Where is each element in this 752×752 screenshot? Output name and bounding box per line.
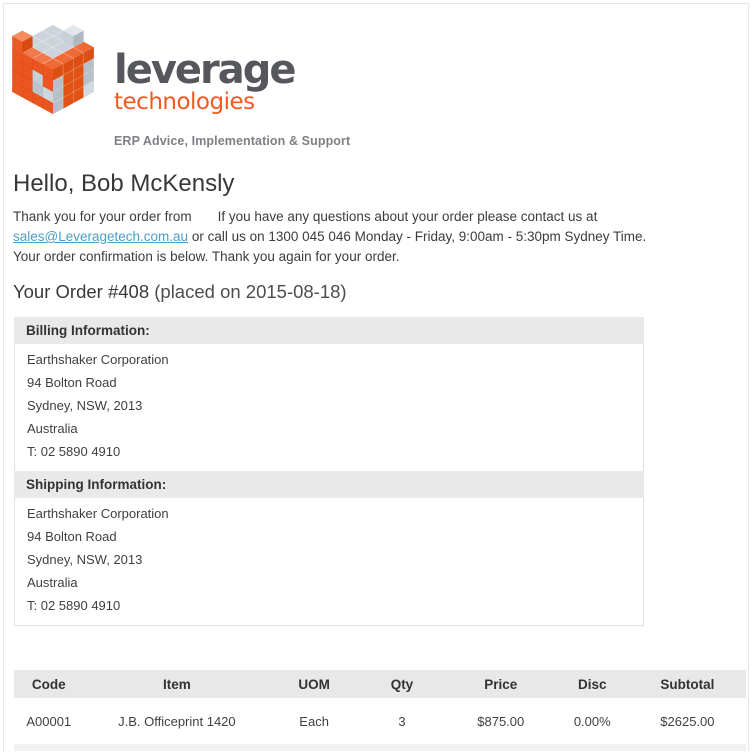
shipping-header: Shipping Information: <box>14 471 644 498</box>
address-line: Sydney, NSW, 2013 <box>27 398 143 413</box>
address-line: Australia <box>27 575 78 590</box>
item-qty: 3 <box>358 698 446 744</box>
item-code: A00001 <box>14 698 84 744</box>
column-header-disc: Disc <box>556 670 629 698</box>
address-line: 94 Bolton Road <box>27 529 117 544</box>
sales-email-link[interactable]: sales@Leveragetech.com.au <box>13 229 189 244</box>
address-line: T: 02 5890 4910 <box>27 598 121 613</box>
shipping-section <box>14 471 644 626</box>
item-subtotal: $2625.00 <box>629 698 746 744</box>
brand-wordmark-block <box>114 47 351 148</box>
address-line: Earthshaker Corporation <box>27 352 169 367</box>
brand-wordmark: leverage <box>114 47 295 93</box>
billing-address <box>14 344 644 471</box>
brand-tagline: ERP Advice, Implementation & Support <box>114 134 351 148</box>
address-line: Australia <box>27 421 78 436</box>
shipping-address <box>14 498 644 626</box>
intro-line1-after: If you have any questions about your order please contact us at <box>217 209 598 224</box>
table-row <box>14 698 746 744</box>
billing-header: Billing Information: <box>14 317 644 344</box>
brand-wordmark-sub: technologies <box>114 89 255 115</box>
item-name: J.B. Officeprint 1420 <box>84 698 271 744</box>
leverage-cube-logo-icon <box>10 12 96 116</box>
email-page <box>3 3 749 751</box>
order-heading <box>13 281 748 303</box>
column-header-price: Price <box>446 670 556 698</box>
order-info-boxes <box>14 317 644 626</box>
address-line: Earthshaker Corporation <box>27 506 169 521</box>
brand-header <box>4 12 748 148</box>
intro-paragraph <box>13 207 736 267</box>
order-title: Your Order #408 <box>13 281 150 302</box>
item-price: $875.00 <box>446 698 556 744</box>
address-line: T: 02 5890 4910 <box>27 444 121 459</box>
column-header-qty: Qty <box>358 670 446 698</box>
intro-line1-before: Thank you for your order from <box>13 209 192 224</box>
address-line: Sydney, NSW, 2013 <box>27 552 143 567</box>
intro-line3: Your order confirmation is below. Thank you again for your order. <box>13 249 400 264</box>
column-header-item: Item <box>84 670 271 698</box>
greeting-heading: Hello, Bob McKensly <box>13 170 235 197</box>
address-line: 94 Bolton Road <box>27 375 117 390</box>
item-disc: 0.00% <box>556 698 629 744</box>
items-table-header-row <box>14 670 746 698</box>
column-header-uom: UOM <box>270 670 358 698</box>
order-placed-date: (placed on 2015-08-18) <box>154 281 347 302</box>
intro-line2-rest: or call us on 1300 045 046 Monday - Friday, 9:00am - 5:30pm Sydney Time. <box>188 229 647 244</box>
item-uom: Each <box>270 698 358 744</box>
items-table <box>14 670 746 744</box>
billing-section <box>14 317 644 471</box>
column-header-code: Code <box>14 670 84 698</box>
column-header-subtotal: Subtotal <box>629 670 746 698</box>
next-row-partial <box>14 744 746 751</box>
